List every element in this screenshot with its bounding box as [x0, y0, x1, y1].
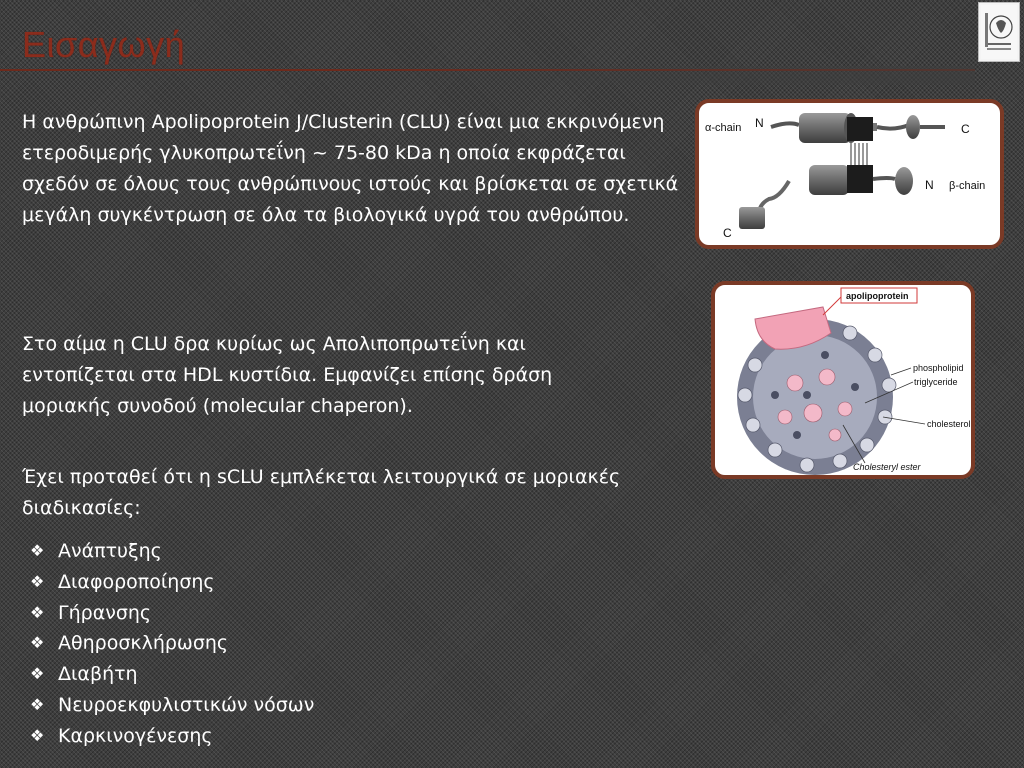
diamond-bullet-icon: ❖: [30, 694, 45, 714]
alpha-c-label: C: [961, 122, 970, 136]
cholesterol-label: cholesterol: [927, 419, 971, 429]
triglyceride-label: triglyceride: [914, 377, 958, 387]
apolipoprotein-label: apolipoprotein: [846, 291, 909, 301]
processes-list: [30, 536, 314, 752]
list-item-text: Ανάπτυξης: [58, 540, 162, 562]
list-item: [30, 598, 314, 629]
list-item: [30, 628, 314, 659]
list-item-text: Νευροεκφυλιστικών νόσων: [58, 693, 315, 716]
hdl-particle-figure: [711, 281, 975, 479]
university-logo-icon: [978, 2, 1020, 62]
diamond-bullet-icon: ❖: [30, 602, 45, 622]
diamond-bullet-icon: ❖: [30, 541, 45, 560]
cholesteryl-ester-label: Cholesteryl ester: [853, 462, 921, 472]
list-item-text: Καρκινογένεσης: [58, 724, 213, 747]
alpha-chain-label: α-chain: [705, 122, 742, 134]
diamond-bullet-icon: ❖: [30, 725, 45, 745]
beta-n-label: N: [925, 178, 934, 192]
clusterin-chains-figure: [695, 99, 1004, 249]
list-item-text: Διαφοροποίησης: [58, 570, 215, 593]
list-item: [30, 659, 314, 690]
processes-intro-paragraph: Έχει προταθεί ότι η sCLU εμπλέκεται λειτουργικά σε μοριακές διαδικασίες:: [22, 466, 621, 519]
list-item-text: Διαβήτη: [58, 663, 138, 686]
list-item: [30, 721, 314, 752]
list-item: [30, 536, 314, 567]
beta-chain-label: β-chain: [949, 180, 986, 192]
list-item: [30, 567, 314, 598]
diamond-bullet-icon: ❖: [30, 633, 45, 653]
diamond-bullet-icon: ❖: [30, 571, 45, 591]
title-underline: [0, 66, 975, 84]
list-item-text: Γήρανσης: [58, 601, 152, 624]
phospholipid-label: phospholipid: [913, 363, 964, 373]
list-item: [30, 690, 314, 721]
diamond-bullet-icon: ❖: [30, 664, 45, 684]
blood-role-paragraph: Στο αίμα η CLU δρα κυρίως ως Απολιποπρωτεΐνη και εντοπίζεται στα HDL κυστίδια. Εμφανίζει επίσης δράση μοριακής συνοδού (molecular chaperon).: [22, 333, 553, 417]
intro-paragraph: Η ανθρώπινη Apolipoprotein J/Clusterin (CLU) είναι μια εκκρινόμενη ετεροδιμερής γλυκοπρωτεΐνη ~ 75-80 kDa η οποία εκφράζεται σχεδόν σε όλους τους ανθρώπινους ιστούς και βρίσκεται σε σχετικά μεγάλη συγκέντρωση σε όλα τα βιολογικά υγρά του ανθρώπου.: [22, 111, 679, 226]
list-item-text: Αθηροσκλήρωσης: [58, 632, 229, 655]
beta-c-label: C: [723, 226, 732, 240]
slide-title: Εισαγωγή: [22, 24, 186, 65]
alpha-n-label: N: [755, 116, 764, 130]
